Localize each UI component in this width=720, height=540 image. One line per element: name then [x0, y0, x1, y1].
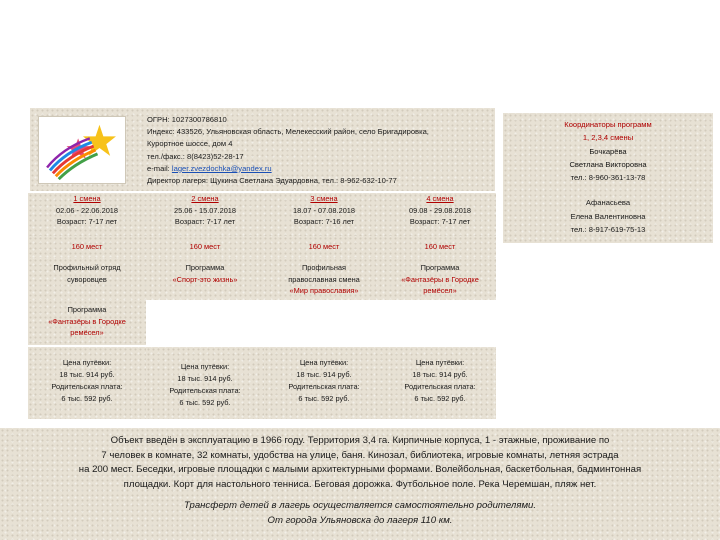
shift-2-parent-label: Родительская плата:: [169, 385, 241, 395]
shift-2-name: 2 смена: [191, 194, 219, 203]
shift-2-program-line1: Программа: [185, 263, 225, 272]
shift-2-dates: 25.06 - 15.07.2018: [173, 205, 237, 215]
extra-program-line2: «Фантазёры в Городке: [48, 316, 126, 326]
description-block: [0, 428, 720, 540]
email-label: e-mail:: [147, 163, 172, 173]
shift-3-header: [264, 193, 384, 236]
shift-3-price-label: Цена путёвки:: [299, 357, 349, 367]
shift-4-parent-value: 6 тыс. 592 руб.: [414, 393, 466, 403]
facility-description: [10, 434, 710, 492]
shift-2-seats: 160 мест: [189, 242, 221, 252]
extra-program: [28, 300, 146, 345]
shift-3-parent-label: Родительская плата:: [288, 381, 360, 391]
coordinator-2-surname: Афанасьева: [585, 198, 631, 208]
coordinator-1-surname: Бочкарёва: [589, 146, 627, 156]
shift-2-price: [146, 347, 264, 419]
shift-4-name: 4 смена: [426, 194, 454, 203]
director-line: Директор лагеря: Щукина Светлана Эдуардовна, тел.: 8-962-632-10-77: [147, 176, 397, 186]
address-line-2: Курортное шоссе, дом 4: [147, 139, 233, 149]
description-line-4: площадки. Корт для настольного тенниса. Беговая дорожка. Футбольное поле. Река Черемшан, пляж нет.: [123, 478, 597, 490]
shift-2-program: [146, 258, 264, 300]
shift-2-program-line2: «Спорт-это жизнь»: [172, 274, 238, 284]
shift-3-price-value: 18 тыс. 914 руб.: [296, 369, 352, 379]
shift-4-seats: 160 мест: [424, 242, 456, 252]
shift-3-program-line1: Профильная: [301, 263, 347, 272]
transfer-line-2: От города Ульяновска до лагеря 110 км.: [267, 515, 453, 526]
shift-4-age: Возраст: 7-17 лет: [409, 217, 471, 226]
description-line-2: 7 человек в комнате, 32 комнаты, удобства на улице, баня. Кинозал, библиотека, игровые комнаты, летняя эстрада: [101, 449, 619, 461]
shift-3-price: [264, 347, 384, 419]
extra-program-line3: ремёсел»: [70, 328, 104, 337]
camp-details: [147, 114, 492, 187]
transfer-line-1: Трансферт детей в лагерь осуществляется самостоятельно родителями.: [183, 500, 537, 511]
shift-4-program-line3: ремёсел»: [423, 286, 457, 295]
shift-3-program-line3: «Мир православия»: [289, 286, 359, 295]
email-link[interactable]: lager.zvezdochka@yandex.ru: [171, 163, 272, 173]
shift-1-name: 1 смена: [73, 194, 101, 203]
shift-4-parent-label: Родительская плата:: [404, 381, 476, 391]
description-line-1: Объект введён в эксплуатацию в 1966 году. Территория 3,4 га. Кирпичные корпуса, 1 - этажные, проживание по: [110, 435, 610, 446]
camp-logo: [38, 116, 126, 184]
shift-1-program: [28, 258, 146, 300]
shift-2-header: [146, 193, 264, 236]
transfer-note: [10, 498, 710, 528]
shift-header-row: [28, 193, 496, 236]
address-line: Индекс: 433526, Ульяновская область, Мелекесский район, село Бригадировка,: [147, 127, 429, 137]
shift-1-header: [28, 193, 146, 236]
shift-4-dates: 09.08 - 29.08.2018: [408, 205, 472, 215]
shift-4-price-value: 18 тыс. 914 руб.: [412, 369, 468, 379]
coordinator-2-name: Елена Валентиновна: [570, 211, 646, 221]
programs-row: [28, 258, 496, 300]
shift-4-program: [384, 258, 496, 300]
shift-2-price-value: 18 тыс. 914 руб.: [177, 373, 233, 383]
coordinators-shifts: 1, 2,3,4 смены: [582, 133, 634, 143]
shift-3-program-line2: православная смена: [288, 274, 360, 284]
shift-3-name: 3 смена: [310, 194, 338, 203]
shift-4-price-label: Цена путёвки:: [415, 357, 465, 367]
star-logo-icon: [39, 117, 125, 183]
shift-1-program-line2: суворовцев: [67, 274, 107, 284]
shift-3-seats: 160 мест: [308, 242, 340, 252]
shift-4-program-line1: Программа: [420, 263, 460, 272]
shift-1-parent-label: Родительская плата:: [51, 381, 123, 391]
description-line-3: на 200 мест. Беседки, игровые площадки с малыми архитектурными формами. Волейбольная, баскетбольная, бадминтонная: [78, 464, 642, 475]
shift-1-dates: 02.06 - 22.06.2018: [55, 205, 119, 215]
seats-row: [28, 236, 496, 258]
shift-1-seats: 160 мест: [71, 242, 103, 252]
camp-info-block: [30, 108, 495, 191]
shift-3-age: Возраст: 7-16 лет: [293, 217, 355, 226]
shift-1-price: [28, 347, 146, 419]
coordinator-2-phone: тел.: 8-917-619-75-13: [570, 225, 646, 235]
shifts-table: [28, 193, 496, 419]
phone-line: тел./факс.: 8(8423)52-28-17: [147, 151, 244, 161]
shift-2-parent-value: 6 тыс. 592 руб.: [179, 397, 231, 407]
shift-1-price-label: Цена путёвки:: [62, 357, 112, 367]
coordinators-title: Координаторы программ: [564, 120, 652, 129]
email-line: [147, 163, 492, 175]
ogrn-line: ОГРН: 1027300786810: [147, 115, 227, 124]
shift-4-price: [384, 347, 496, 419]
shift-4-header: [384, 193, 496, 236]
coordinator-1-phone: тел.: 8-960-361-13-78: [570, 173, 646, 183]
shift-2-price-label: Цена путёвки:: [180, 361, 230, 371]
shift-1-program-line1: Профильный отряд: [53, 263, 121, 272]
prices-row: [28, 347, 496, 419]
shift-1-age: Возраст: 7-17 лет: [56, 217, 118, 226]
shift-1-parent-value: 6 тыс. 592 руб.: [61, 393, 113, 403]
shift-1-price-value: 18 тыс. 914 руб.: [59, 369, 115, 379]
coordinators-block: [503, 113, 713, 243]
coordinator-1-name: Светлана Викторовна: [569, 159, 647, 169]
extra-program-line1: Программа: [67, 305, 107, 314]
shift-3-dates: 18.07 - 07.08.2018: [292, 205, 356, 215]
shift-3-parent-value: 6 тыс. 592 руб.: [298, 393, 350, 403]
shift-3-program: [264, 258, 384, 300]
shift-2-age: Возраст: 7-17 лет: [174, 217, 236, 226]
shift-4-program-line2: «Фантазёры в Городке: [401, 274, 479, 284]
